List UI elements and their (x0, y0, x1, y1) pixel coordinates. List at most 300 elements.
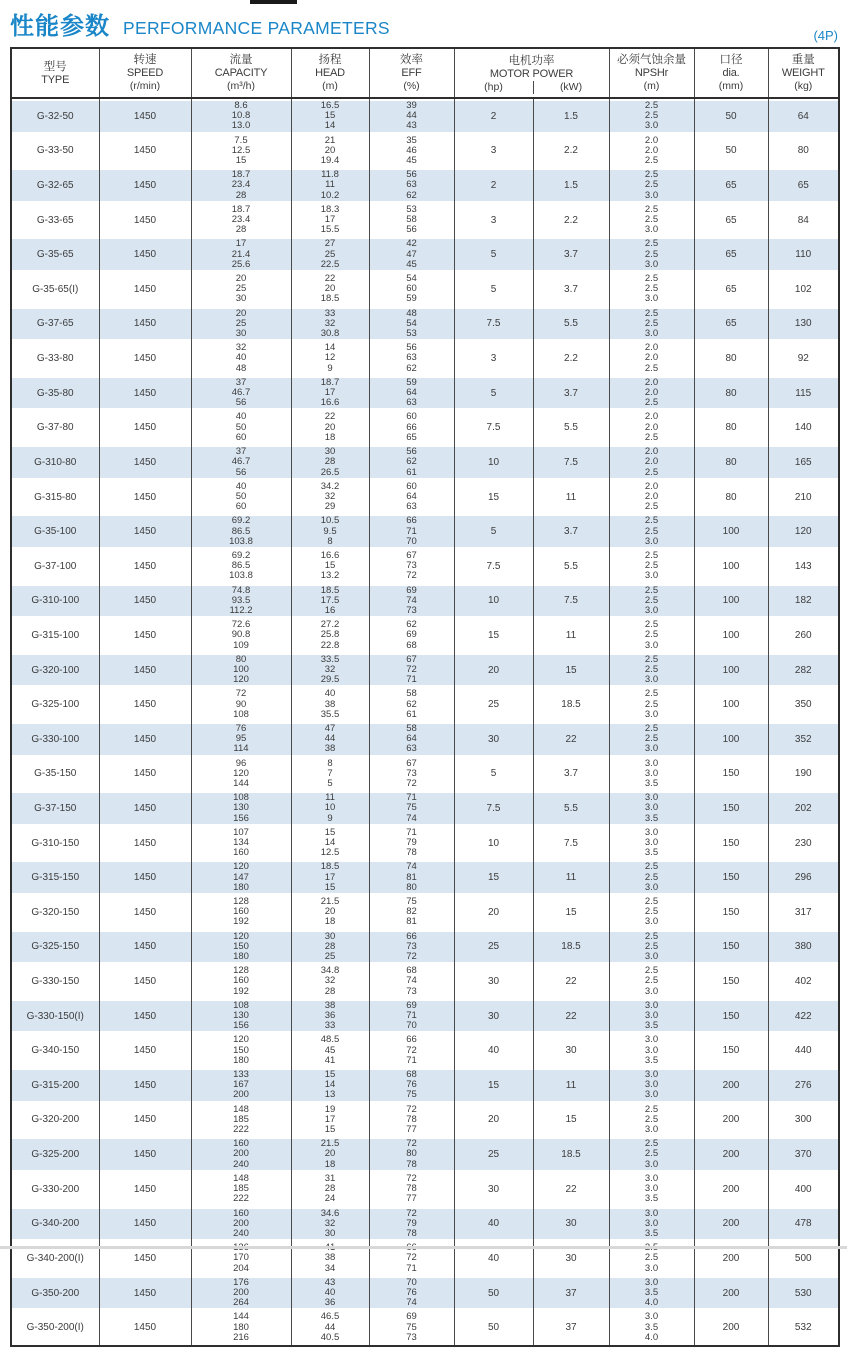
capacity-cell-value: 48 (235, 362, 247, 374)
capacity-cell-value: 60 (235, 431, 247, 443)
head-cell-value: 43 (324, 1276, 336, 1288)
type-cell: G-325-150 (11, 930, 99, 965)
head-cell (291, 860, 369, 895)
npshr-cell (609, 618, 694, 653)
head-cell-value: 33 (324, 307, 336, 319)
capacity-cell-value: 180 (233, 881, 249, 893)
col-capacity-en: CAPACITY (214, 67, 268, 79)
head-cell-value: 32 (324, 317, 336, 329)
dia-cell: 100 (694, 514, 768, 549)
capacity-cell-value: 46.7 (231, 387, 251, 399)
eff-cell-value: 60 (406, 411, 417, 423)
npshr-cell (609, 341, 694, 376)
eff-cell-value: 63 (406, 397, 417, 409)
head-cell (291, 410, 369, 445)
speed-cell: 1450 (99, 653, 191, 688)
capacity-cell-value: 108 (233, 999, 249, 1011)
head-cell-value: 27.2 (320, 619, 340, 631)
npshr-cell-value: 2.5 (644, 110, 659, 122)
npshr-cell-value: 3.0 (644, 1044, 659, 1056)
head-cell (291, 930, 369, 965)
weight-cell: 165 (768, 445, 839, 480)
eff-cell-value: 72 (406, 1103, 417, 1115)
eff-cell-value: 54 (406, 273, 417, 285)
page-title-en: PERFORMANCE PARAMETERS (123, 18, 390, 38)
npshr-cell-value: 3.5 (644, 1321, 659, 1333)
head-cell (291, 1033, 369, 1068)
npshr-cell-value: 2.0 (644, 411, 659, 423)
table-row (11, 584, 839, 619)
capacity-cell-value: 200 (233, 1148, 249, 1160)
head-cell-value: 10.2 (320, 189, 340, 201)
weight-cell: 230 (768, 826, 839, 861)
kw-cell: 7.5 (533, 584, 609, 619)
eff-cell (369, 203, 454, 238)
capacity-cell-value: 40 (235, 352, 247, 364)
eff-cell (369, 964, 454, 999)
eff-cell-value: 45 (406, 155, 417, 167)
table-row (11, 203, 839, 238)
eff-cell-value: 73 (406, 1331, 417, 1343)
head-cell-value: 18.5 (320, 584, 340, 596)
type-cell: G-320-100 (11, 653, 99, 688)
dia-cell: 65 (694, 237, 768, 272)
head-cell-value: 28 (324, 1183, 336, 1195)
npshr-cell-value: 3.0 (644, 1010, 659, 1022)
capacity-cell-value: 30 (235, 328, 247, 340)
col-type-zh: 型号 (43, 60, 67, 73)
npshr-cell (609, 687, 694, 722)
npshr-cell-value: 2.5 (644, 317, 659, 329)
col-dia-unit: (mm) (718, 80, 744, 92)
capacity-cell-value: 170 (233, 1252, 249, 1264)
head-cell-value: 20 (324, 421, 336, 433)
npshr-cell-value: 3.0 (644, 767, 659, 779)
hp-cell: 5 (454, 272, 533, 307)
weight-cell: 182 (768, 584, 839, 619)
npshr-cell-value: 3.0 (644, 1034, 659, 1046)
npshr-cell (609, 1033, 694, 1068)
eff-cell (369, 860, 454, 895)
dia-cell: 80 (694, 341, 768, 376)
head-cell-value: 40.5 (320, 1331, 340, 1343)
weight-cell: 120 (768, 514, 839, 549)
head-cell-value: 18 (324, 916, 336, 928)
dia-cell: 150 (694, 1033, 768, 1068)
capacity-cell (191, 168, 291, 203)
speed-cell: 1450 (99, 1310, 191, 1346)
capacity-cell (191, 757, 291, 792)
kw-cell: 37 (533, 1276, 609, 1311)
type-cell: G-35-65 (11, 237, 99, 272)
table-row (11, 480, 839, 515)
col-motor-power-en: MOTOR POWER (489, 68, 574, 80)
weight-cell: 530 (768, 1276, 839, 1311)
table-row (11, 930, 839, 965)
hp-cell: 5 (454, 514, 533, 549)
table-row (11, 687, 839, 722)
head-cell-value: 13.2 (320, 570, 340, 582)
head-cell-value: 40 (324, 688, 336, 700)
head-cell (291, 895, 369, 930)
table-row (11, 1033, 839, 1068)
head-cell-value: 17 (324, 871, 336, 883)
col-weight-en: WEIGHT (781, 67, 825, 79)
head-cell-value: 9.5 (323, 525, 337, 537)
npshr-cell-value: 2.5 (644, 940, 659, 952)
head-cell (291, 757, 369, 792)
npshr-cell-value: 2.5 (644, 431, 659, 443)
hp-cell: 15 (454, 618, 533, 653)
head-cell-value: 44 (324, 733, 336, 745)
dia-cell: 150 (694, 999, 768, 1034)
npshr-cell-value: 2.5 (644, 203, 659, 215)
kw-cell: 2.2 (533, 134, 609, 169)
capacity-cell (191, 964, 291, 999)
head-cell (291, 549, 369, 584)
eff-cell-value: 74 (406, 861, 417, 873)
head-cell-value: 27 (324, 238, 336, 250)
eff-cell-value: 46 (406, 144, 417, 156)
hp-cell: 3 (454, 134, 533, 169)
head-cell (291, 445, 369, 480)
eff-cell-value: 76 (406, 1079, 417, 1091)
capacity-cell-value: 40 (235, 411, 247, 423)
npshr-cell-value: 3.5 (644, 1020, 659, 1032)
kw-cell: 18.5 (533, 930, 609, 965)
npshr-cell-value: 3.0 (644, 837, 659, 848)
type-cell: G-37-150 (11, 791, 99, 826)
head-cell-value: 30 (324, 446, 336, 458)
speed-cell: 1450 (99, 1137, 191, 1172)
type-cell: G-310-100 (11, 584, 99, 619)
head-cell-value: 46.5 (320, 1311, 340, 1323)
type-cell: G-32-50 (11, 98, 99, 134)
type-cell: G-33-80 (11, 341, 99, 376)
eff-cell-value: 78 (406, 1158, 417, 1170)
npshr-cell-value: 2.5 (644, 501, 659, 513)
hp-cell: 3 (454, 203, 533, 238)
capacity-cell-value: 18.7 (231, 169, 251, 181)
eff-cell (369, 584, 454, 619)
eff-cell (369, 999, 454, 1034)
hp-cell: 5 (454, 376, 533, 411)
type-cell: G-315-80 (11, 480, 99, 515)
capacity-cell-value: 28 (235, 224, 247, 236)
capacity-cell-value: 50 (235, 490, 247, 502)
eff-cell-value: 54 (406, 317, 417, 329)
weight-cell: 422 (768, 999, 839, 1034)
hp-cell: 30 (454, 722, 533, 757)
table-row (11, 1103, 839, 1138)
type-cell: G-37-80 (11, 410, 99, 445)
head-cell (291, 584, 369, 619)
table-row (11, 376, 839, 411)
eff-cell-value: 74 (406, 1297, 417, 1309)
eff-cell (369, 826, 454, 861)
capacity-cell (191, 376, 291, 411)
kw-cell: 15 (533, 895, 609, 930)
head-cell-value: 32 (324, 663, 336, 675)
eff-cell-value: 66 (406, 421, 417, 433)
speed-cell: 1450 (99, 1276, 191, 1311)
eff-cell (369, 930, 454, 965)
hp-cell: 15 (454, 480, 533, 515)
capacity-cell-value: 240 (233, 1227, 249, 1239)
capacity-cell-value: 107 (233, 826, 249, 838)
npshr-cell-value: 3.0 (644, 1276, 659, 1288)
hp-cell: 25 (454, 687, 533, 722)
capacity-cell-value: 93.5 (231, 594, 251, 606)
eff-cell-value: 74 (406, 975, 417, 987)
capacity-cell-value: 176 (233, 1276, 249, 1288)
head-cell-value: 17.5 (320, 594, 340, 606)
eff-cell-value: 72 (406, 1044, 417, 1056)
dia-cell: 100 (694, 722, 768, 757)
col-weight (768, 48, 839, 98)
capacity-cell-value: 60 (235, 501, 247, 513)
npshr-cell-value: 2.5 (644, 155, 659, 167)
npshr-cell-value: 2.0 (644, 144, 659, 156)
eff-cell (369, 1172, 454, 1207)
col-npshr (609, 48, 694, 98)
col-eff-zh: 效率 (400, 54, 423, 66)
table-row (11, 514, 839, 549)
head-cell-value: 17 (324, 1113, 336, 1125)
eff-cell-value: 80 (406, 881, 417, 893)
type-cell: G-33-65 (11, 203, 99, 238)
eff-cell-value: 81 (406, 871, 417, 883)
capacity-cell-value: 148 (233, 1172, 249, 1184)
type-cell: G-35-100 (11, 514, 99, 549)
eff-cell-value: 43 (406, 120, 417, 132)
npshr-cell-value: 3.0 (644, 1124, 659, 1136)
speed-cell: 1450 (99, 98, 191, 134)
dia-cell: 200 (694, 1103, 768, 1138)
hp-cell: 7.5 (454, 410, 533, 445)
npshr-cell-value: 2.0 (644, 376, 659, 388)
head-cell-value: 35.5 (320, 708, 340, 720)
speed-cell: 1450 (99, 376, 191, 411)
eff-cell (369, 376, 454, 411)
head-cell-value: 18 (324, 431, 336, 443)
eff-cell-value: 77 (406, 1124, 417, 1136)
eff-cell-value: 71 (406, 674, 417, 686)
eff-cell-value: 64 (406, 387, 417, 399)
capacity-cell-value: 185 (233, 1183, 249, 1195)
capacity-cell-value: 25.6 (231, 258, 251, 270)
weight-cell: 210 (768, 480, 839, 515)
head-cell-value: 41 (324, 1054, 336, 1066)
npshr-cell (609, 168, 694, 203)
npshr-cell-value: 3.0 (644, 189, 659, 201)
weight-cell: 130 (768, 307, 839, 342)
kw-cell: 22 (533, 999, 609, 1034)
hp-cell: 5 (454, 237, 533, 272)
dia-cell: 65 (694, 168, 768, 203)
table-row (11, 895, 839, 930)
table-header-row (11, 48, 839, 98)
capacity-cell-value: 23.4 (231, 179, 251, 191)
head-cell-value: 38 (324, 743, 336, 755)
eff-cell-value: 75 (406, 1089, 417, 1101)
hp-cell: 40 (454, 1033, 533, 1068)
table-row (11, 1310, 839, 1346)
head-cell-value: 16.5 (320, 100, 340, 111)
capacity-cell (191, 1137, 291, 1172)
npshr-cell-value: 2.5 (644, 560, 659, 572)
head-cell-value: 15 (324, 1069, 336, 1081)
npshr-cell-value: 2.5 (644, 100, 659, 111)
eff-cell-value: 78 (406, 1183, 417, 1195)
capacity-cell (191, 687, 291, 722)
table-row (11, 168, 839, 203)
weight-cell: 500 (768, 1241, 839, 1276)
weight-cell: 190 (768, 757, 839, 792)
eff-cell-value: 63 (406, 501, 417, 513)
dia-cell: 200 (694, 1207, 768, 1242)
dia-cell: 200 (694, 1172, 768, 1207)
speed-cell: 1450 (99, 1103, 191, 1138)
capacity-cell-value: 56 (235, 466, 247, 478)
kw-cell: 11 (533, 618, 609, 653)
kw-cell: 11 (533, 860, 609, 895)
head-cell-value: 7 (327, 767, 333, 779)
head-cell-value: 18.5 (320, 293, 340, 305)
dia-cell: 50 (694, 98, 768, 134)
speed-cell: 1450 (99, 930, 191, 965)
capacity-cell (191, 722, 291, 757)
col-capacity-unit: (m³/h) (227, 80, 255, 92)
col-speed-en: SPEED (126, 67, 164, 79)
npshr-cell-value: 3.0 (644, 708, 659, 720)
npshr-cell-value: 3.0 (644, 1183, 659, 1195)
npshr-cell (609, 584, 694, 619)
npshr-cell (609, 964, 694, 999)
kw-cell: 22 (533, 964, 609, 999)
weight-cell: 317 (768, 895, 839, 930)
head-cell-value: 18.7 (320, 376, 340, 388)
npshr-cell-value: 3.0 (644, 258, 659, 270)
weight-cell: 300 (768, 1103, 839, 1138)
head-cell (291, 272, 369, 307)
col-speed (99, 48, 191, 98)
eff-cell-value: 74 (406, 594, 417, 606)
speed-cell: 1450 (99, 410, 191, 445)
speed-cell: 1450 (99, 272, 191, 307)
capacity-cell-value: 12.5 (231, 144, 251, 156)
speed-cell: 1450 (99, 1172, 191, 1207)
kw-cell: 11 (533, 1068, 609, 1103)
eff-cell-value: 65 (406, 431, 417, 443)
eff-cell-value: 75 (406, 896, 417, 908)
capacity-cell-value: 180 (233, 1054, 249, 1066)
npshr-cell-value: 3.5 (644, 1227, 659, 1239)
eff-cell (369, 98, 454, 134)
npshr-cell-value: 3.5 (644, 847, 659, 859)
eff-cell-value: 47 (406, 248, 417, 260)
head-cell (291, 1068, 369, 1103)
capacity-cell (191, 272, 291, 307)
capacity-cell-value: 40 (235, 480, 247, 492)
eff-cell-value: 73 (406, 560, 417, 572)
capacity-cell (191, 1103, 291, 1138)
eff-cell-value: 80 (406, 1148, 417, 1160)
eff-cell-value: 64 (406, 733, 417, 745)
head-cell-value: 12.5 (320, 847, 340, 859)
npshr-cell-value: 2.5 (644, 525, 659, 537)
eff-cell (369, 445, 454, 480)
eff-cell-value: 63 (406, 179, 417, 191)
npshr-cell-value: 3.0 (644, 1262, 659, 1274)
type-cell: G-35-65(I) (11, 272, 99, 307)
hp-cell: 2 (454, 168, 533, 203)
npshr-cell-value: 3.0 (644, 916, 659, 928)
head-cell-value: 48.5 (320, 1034, 340, 1046)
weight-cell: 202 (768, 791, 839, 826)
npshr-cell-value: 2.5 (644, 307, 659, 319)
dia-cell: 200 (694, 1241, 768, 1276)
weight-cell: 140 (768, 410, 839, 445)
dia-cell: 80 (694, 445, 768, 480)
npshr-cell (609, 272, 694, 307)
npshr-cell (609, 307, 694, 342)
capacity-cell-value: 160 (233, 847, 249, 859)
npshr-cell (609, 999, 694, 1034)
eff-cell (369, 618, 454, 653)
eff-cell (369, 410, 454, 445)
head-cell-value: 5 (327, 777, 333, 789)
performance-parameters-table (10, 47, 840, 1347)
npshr-cell-value: 2.0 (644, 480, 659, 492)
npshr-cell-value: 2.5 (644, 698, 659, 710)
kw-cell: 3.7 (533, 376, 609, 411)
col-capacity-zh: 流量 (229, 54, 253, 66)
kw-cell: 30 (533, 1207, 609, 1242)
weight-cell: 260 (768, 618, 839, 653)
table-row (11, 237, 839, 272)
weight-cell: 350 (768, 687, 839, 722)
eff-cell (369, 1207, 454, 1242)
weight-cell: 115 (768, 376, 839, 411)
npshr-cell (609, 757, 694, 792)
col-weight-unit: (kg) (794, 80, 813, 92)
eff-cell-value: 72 (406, 1207, 417, 1219)
npshr-cell (609, 1276, 694, 1311)
capacity-cell-value: 72 (235, 688, 247, 700)
col-npshr-en: NPSHr (634, 67, 669, 79)
col-npshr-zh: 必须气蚀余量 (617, 54, 686, 66)
capacity-cell-value: 120 (233, 930, 249, 942)
hp-cell: 40 (454, 1241, 533, 1276)
kw-cell: 18.5 (533, 1137, 609, 1172)
npshr-cell-value: 2.5 (644, 965, 659, 977)
eff-cell (369, 272, 454, 307)
col-motor-power-units (455, 81, 609, 97)
weight-cell: 276 (768, 1068, 839, 1103)
eff-cell-value: 69 (406, 999, 417, 1011)
head-cell-value: 20 (324, 1148, 336, 1160)
head-cell-value: 16 (324, 604, 336, 616)
table-row (11, 1172, 839, 1207)
head-cell (291, 514, 369, 549)
table-row (11, 653, 839, 688)
capacity-cell-value: 8.6 (234, 100, 248, 111)
head-cell (291, 203, 369, 238)
head-cell-value: 29 (324, 501, 336, 513)
type-cell: G-330-150(I) (11, 999, 99, 1034)
eff-cell (369, 653, 454, 688)
